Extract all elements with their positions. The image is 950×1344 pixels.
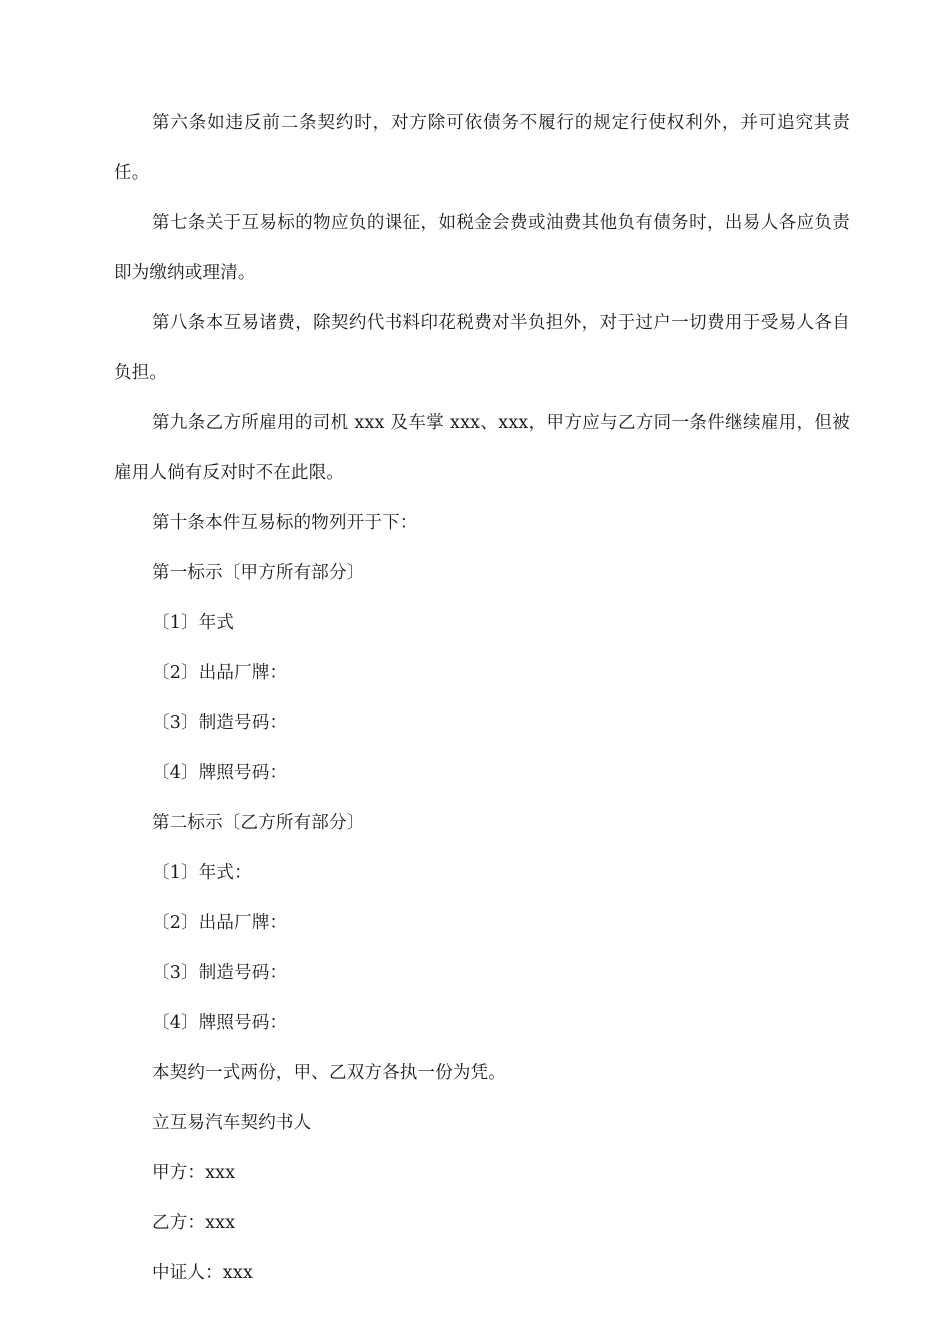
article-9-paragraph: 第九条乙方所雇用的司机 xxx 及车掌 xxx、xxx，甲方应与乙方同一条件继续雇用，但被雇用人倘有反对时不在此限。 [114,413,850,483]
document-body [114,98,850,1298]
party-a-signature: 甲方：xxx [152,1163,236,1183]
party-b-signature: 乙方：xxx [152,1213,236,1233]
first-listing-plate: 〔4〕牌照号码： [152,763,288,783]
copies-statement: 本契约一式两份，甲、乙双方各执一份为凭。 [152,1063,506,1083]
article-10-heading: 第十条本件互易标的物列开于下： [152,513,418,533]
second-listing-heading: 第二标示〔乙方所有部分〕 [152,813,365,833]
witness-signature: 中证人：xxx [152,1263,254,1283]
first-listing-year: 〔1〕年式 [152,613,235,633]
first-listing-heading: 第一标示〔甲方所有部分〕 [152,563,365,583]
second-listing-serial: 〔3〕制造号码： [152,963,288,983]
second-listing-plate: 〔4〕牌照号码： [152,1013,288,1033]
signatories-heading: 立互易汽车契约书人 [152,1113,312,1133]
article-8-paragraph: 第八条本互易诸费，除契约代书料印花税费对半负担外，对于过户一切费用于受易人各自负担。 [114,313,850,383]
article-7-paragraph: 第七条关于互易标的物应负的课征，如税金会费或油费其他负有债务时，出易人各应负责即为缴纳或理清。 [114,213,850,283]
second-listing-brand: 〔2〕出品厂牌： [152,913,288,933]
article-6-paragraph: 第六条如违反前二条契约时，对方除可依债务不履行的规定行使权利外，并可追究其责任。 [114,113,850,183]
first-listing-brand: 〔2〕出品厂牌： [152,663,288,683]
first-listing-serial: 〔3〕制造号码： [152,713,288,733]
second-listing-year: 〔1〕年式： [152,863,252,883]
